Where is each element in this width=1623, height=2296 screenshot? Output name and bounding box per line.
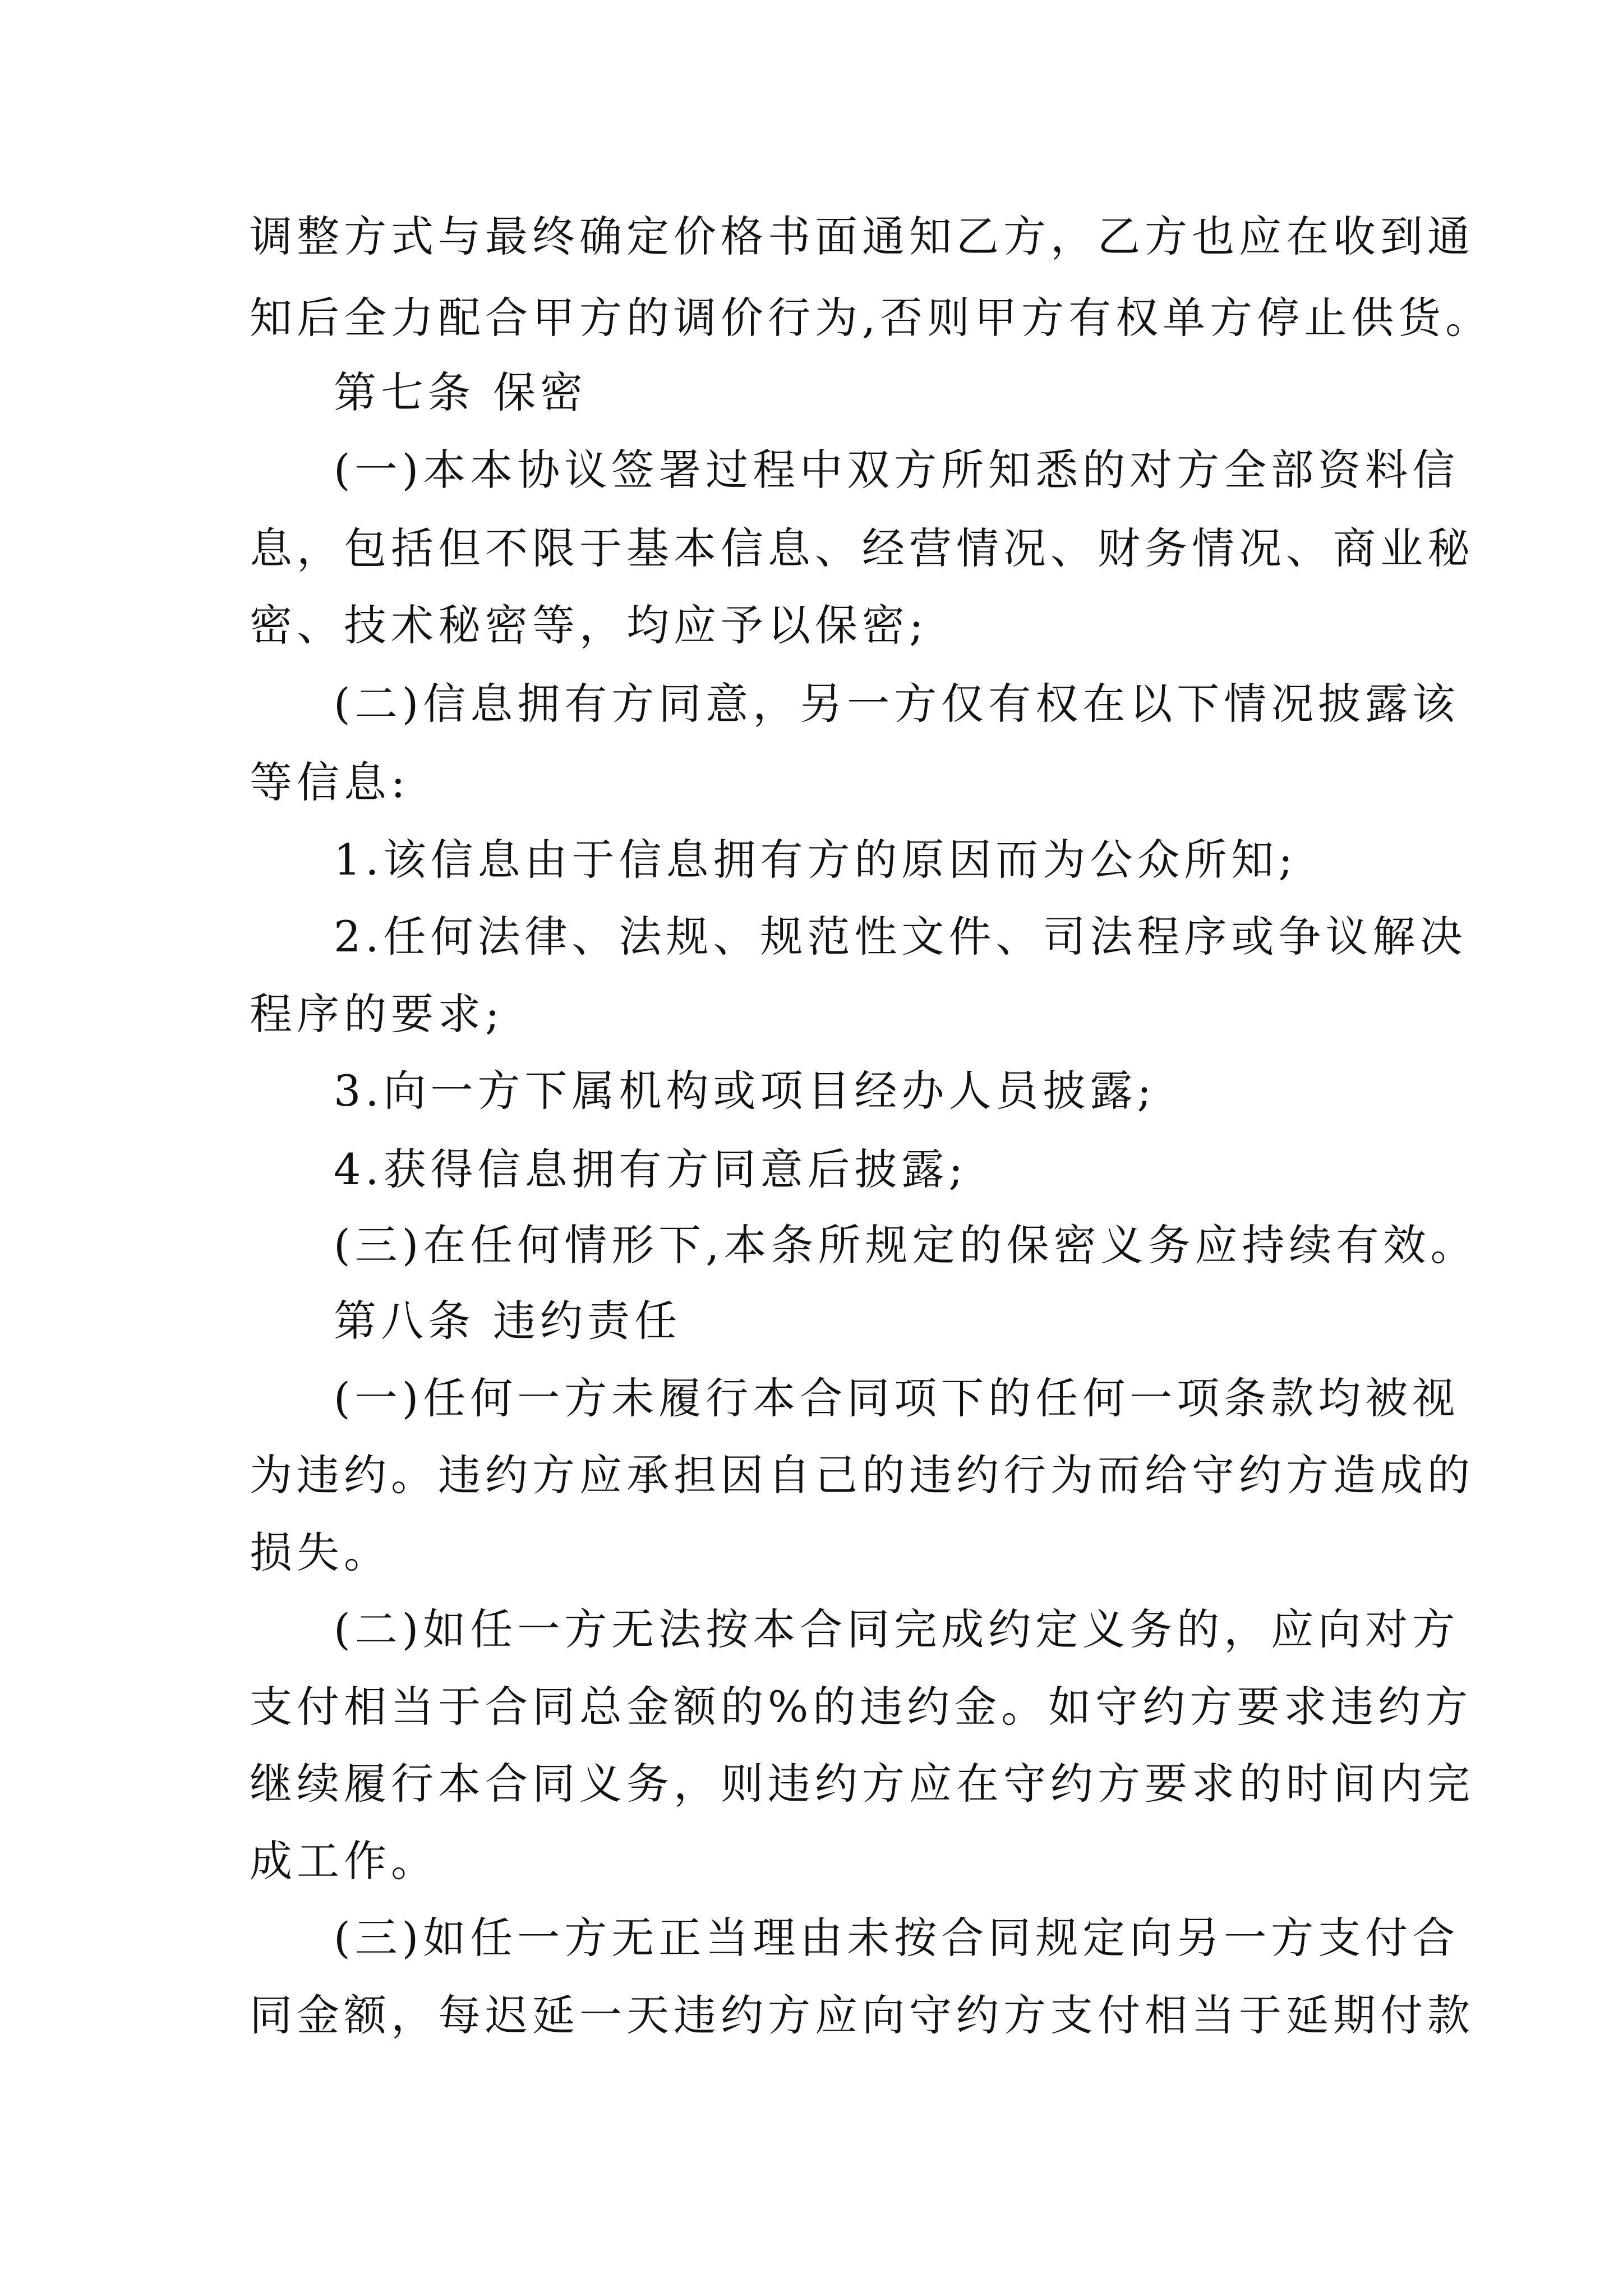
- text-line: (三)如任一方无正当理由未按合同规定向另一方支付合: [334, 1913, 1460, 1963]
- text-line: 成工作。: [250, 1836, 438, 1886]
- text-line: (三)在任何情形下,本条所规定的保密义务应持续有效。: [334, 1220, 1478, 1270]
- text-line: 损失。: [250, 1527, 391, 1577]
- text-line: (二)信息拥有方同意，另一方仅有权在以下情况披露该: [334, 679, 1460, 729]
- text-line: 2.任何法律、法规、规范性文件、司法程序或争议解决: [334, 912, 1467, 961]
- article-heading: 第七条 保密: [334, 367, 588, 417]
- text-line: 息，包括但不限于基本信息、经营情况、财务情况、商业秘: [250, 523, 1474, 573]
- text-line: 3.向一方下属机构或项目经办人员披露;: [334, 1066, 1156, 1116]
- text-line: (二)如任一方无法按本合同完成约定义务的，应向对方: [334, 1604, 1460, 1654]
- text-line: 程序的要求;: [250, 989, 504, 1039]
- text-line: 知后全力配合甲方的调价行为,否则甲方有权单方停止供货。: [250, 293, 1493, 343]
- text-line: (一)任何一方未履行本合同项下的任何一项条款均被视: [334, 1373, 1460, 1423]
- text-line: 同金额，每迟延一天违约方应向守约方支付相当于延期付款: [250, 1990, 1474, 2040]
- text-line: 1.该信息由于信息拥有方的原因而为公众所知;: [334, 835, 1298, 885]
- text-line: 4.获得信息拥有方同意后披露;: [334, 1144, 968, 1194]
- text-line: 支付相当于合同总金额的%的违约金。如守约方要求违约方: [250, 1682, 1473, 1732]
- text-line: 为违约。违约方应承担因自己的违约行为而给守约方造成的: [250, 1450, 1474, 1500]
- text-line: 调整方式与最终确定价格书面通知乙方，乙方也应在收到通: [250, 211, 1474, 261]
- article-heading: 第八条 违约责任: [334, 1296, 682, 1346]
- text-line: (一)本本协议签署过程中双方所知悉的对方全部资料信: [334, 445, 1460, 495]
- text-line: 等信息:: [250, 757, 410, 807]
- text-line: 密、技术秘密等，均应予以保密;: [250, 600, 928, 650]
- text-line: 继续履行本合同义务，则违约方应在守约方要求的时间内完: [250, 1759, 1474, 1809]
